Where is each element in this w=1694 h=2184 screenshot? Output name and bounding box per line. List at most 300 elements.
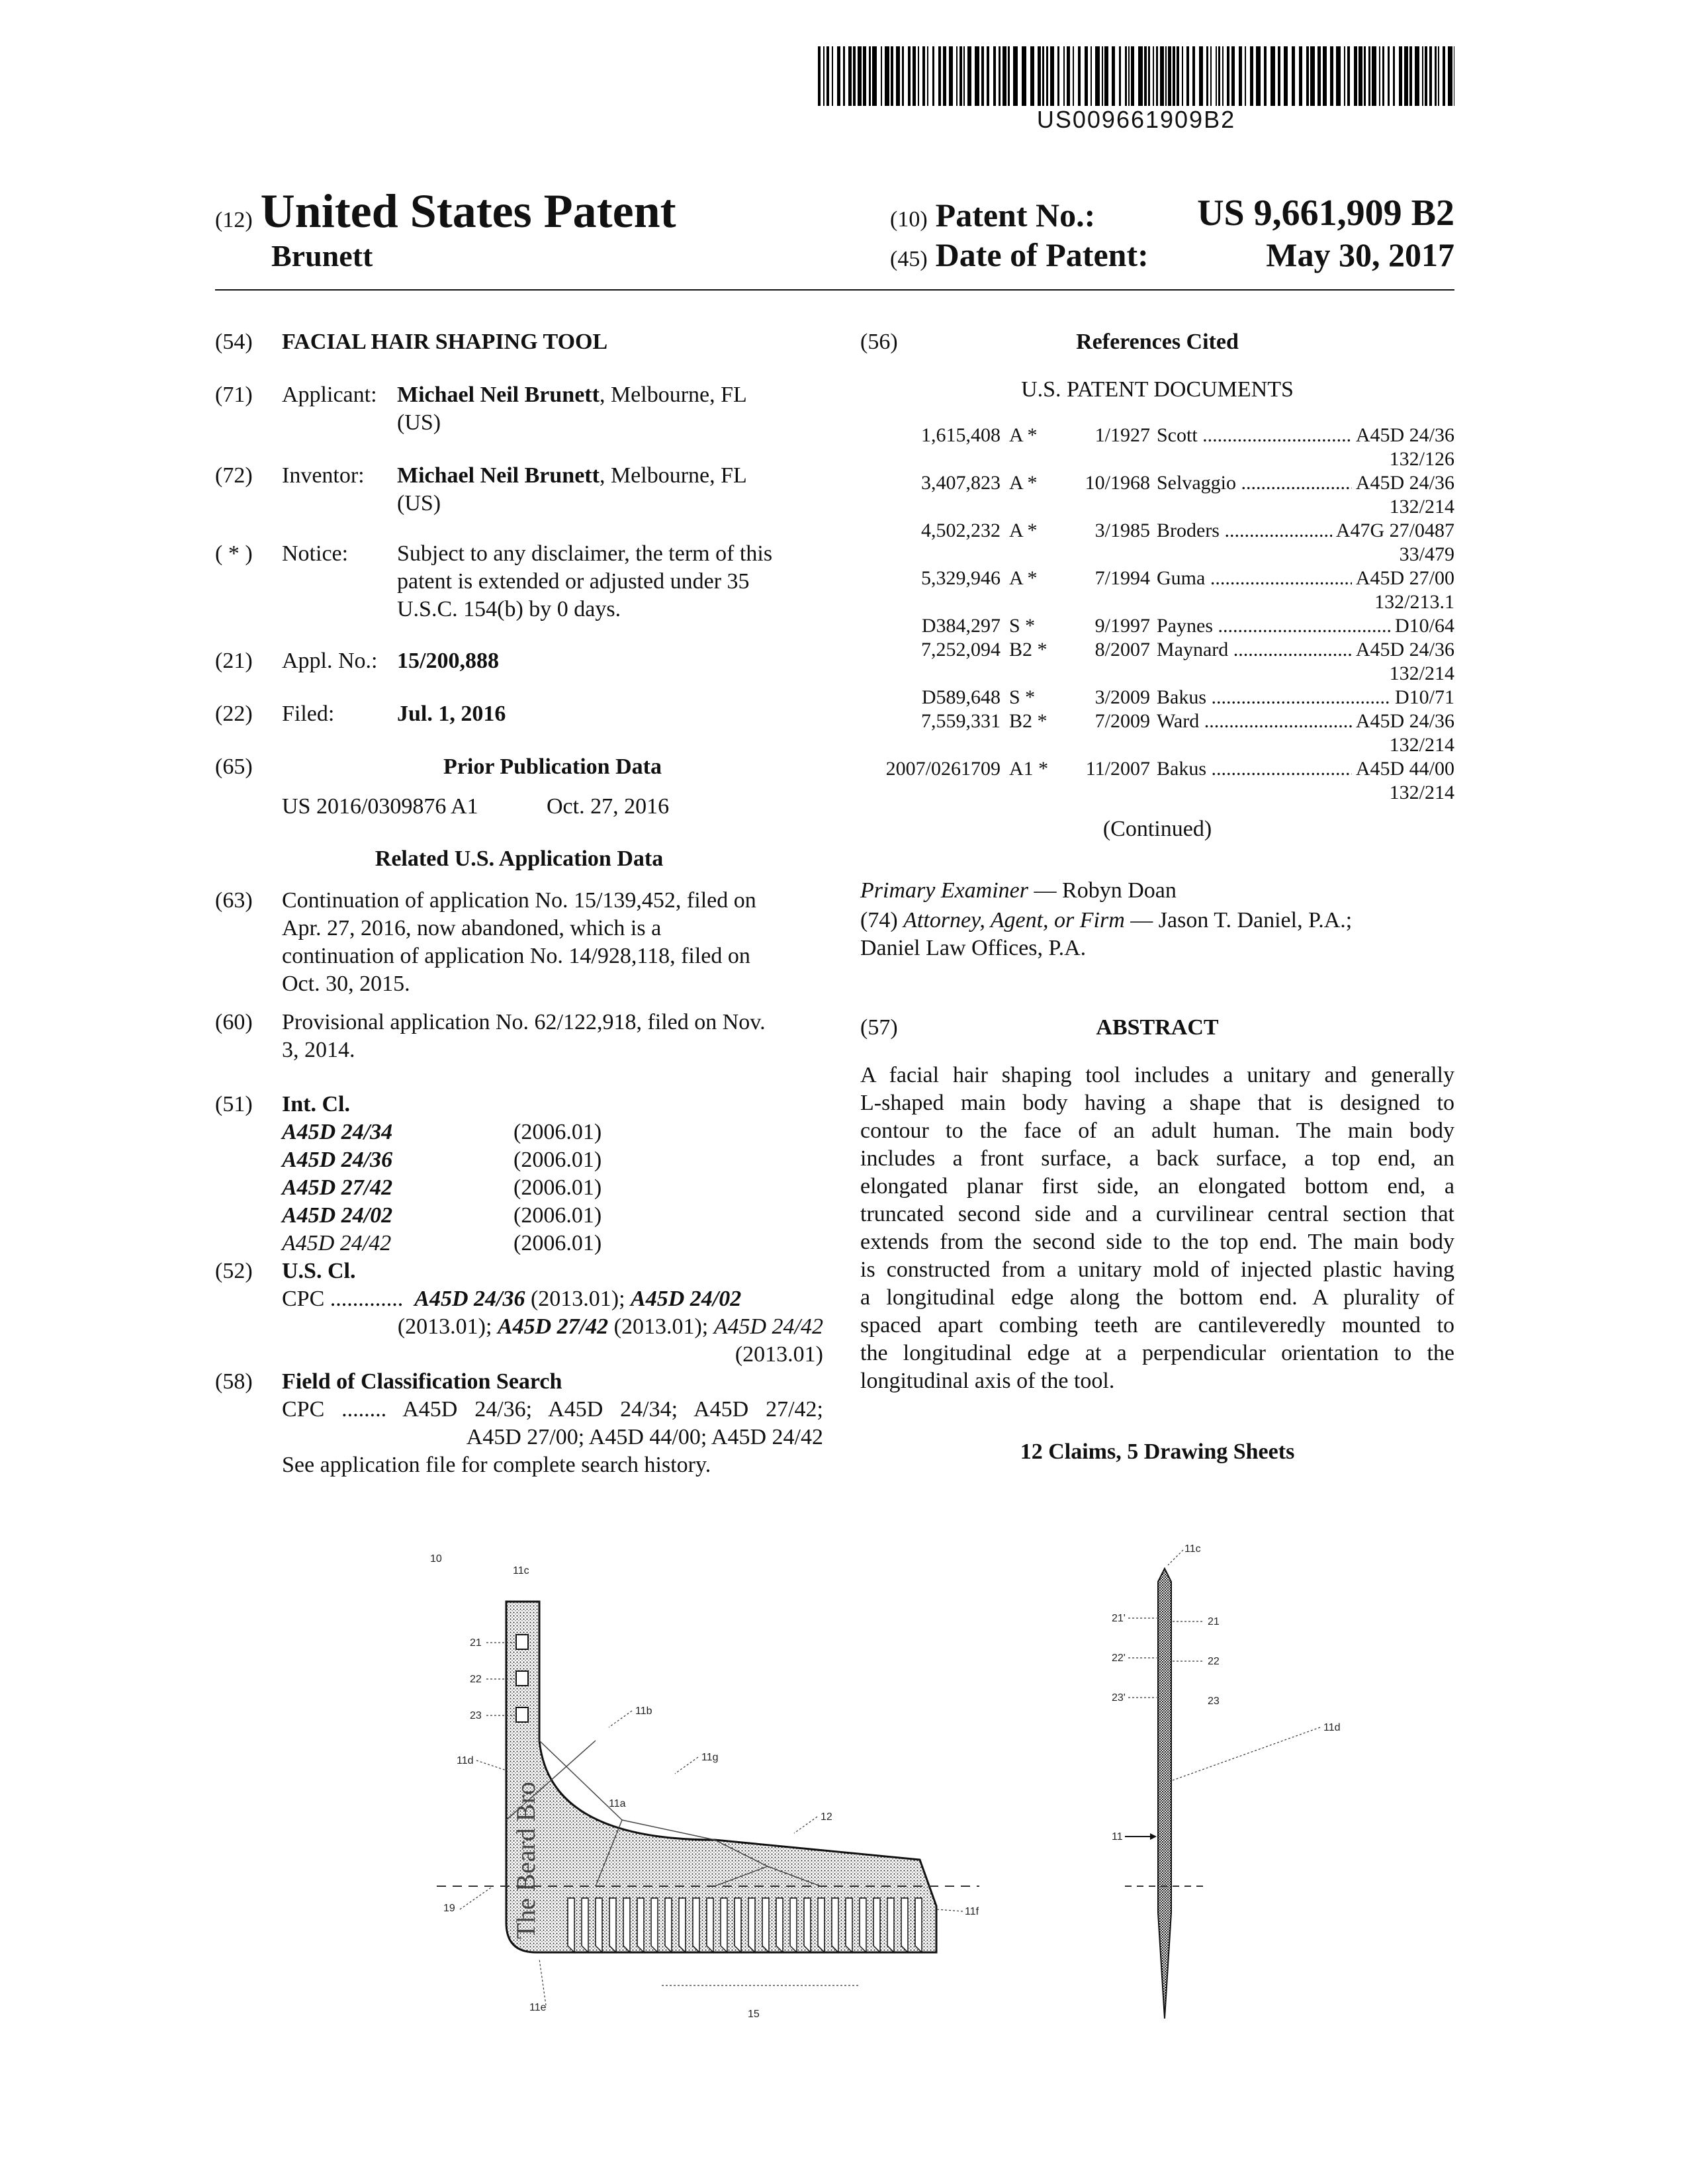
barcode-bar	[1336, 46, 1341, 106]
comb-tooth	[735, 1898, 741, 1952]
barcode-bar	[1144, 46, 1147, 106]
comb-tooth	[596, 1898, 602, 1952]
barcode-bar	[896, 46, 900, 106]
barcode-bar	[967, 46, 971, 106]
barcode-bar	[1173, 46, 1175, 106]
label-23: 23	[470, 1710, 482, 1721]
comb-tooth	[693, 1898, 699, 1952]
code-12: (12)	[215, 208, 253, 232]
barcode-bar	[1125, 46, 1127, 106]
barcode-bar	[927, 46, 928, 106]
reference-kind: A1 *	[1009, 758, 1049, 780]
reference-kind: A *	[1009, 567, 1038, 589]
reference-kind: A *	[1009, 472, 1038, 494]
appl-no-value: 15/200,888	[397, 649, 499, 673]
barcode-bar	[1404, 46, 1408, 106]
reference-name: Paynes	[1157, 615, 1213, 637]
barcode-bar	[1245, 46, 1246, 106]
side-arrowhead-11	[1150, 1833, 1157, 1840]
reference-date: 1/1927	[1094, 424, 1150, 446]
label-11b: 11b	[635, 1706, 652, 1717]
barcode-bar	[848, 46, 852, 106]
attorney-firm: Daniel Law Offices, P.A.	[860, 936, 1087, 960]
barcode-bar	[1067, 46, 1070, 106]
reference-class: A45D 27/00	[1352, 567, 1454, 590]
reference-row-continuation	[0, 543, 1694, 567]
side-label-23: 23	[1208, 1696, 1220, 1707]
barcode-bar	[1256, 46, 1261, 106]
notice-line: Subject to any disclaimer, the term of this	[397, 541, 773, 566]
abstract-line: the longitudinal edge at a perpendicular orientation to the	[860, 1341, 1454, 1365]
references-continued: (Continued)	[1102, 817, 1212, 841]
reference-row	[0, 757, 1694, 781]
reference-date: 7/1994	[1094, 567, 1150, 589]
reference-kind: A *	[1009, 424, 1038, 446]
slot-22	[516, 1671, 528, 1686]
appl-no-label: Appl. No.:	[282, 649, 378, 673]
barcode-bar	[1231, 46, 1235, 106]
comb-tooth	[679, 1898, 686, 1952]
barcode-bar	[1003, 46, 1006, 106]
reference-class: A45D 24/36	[1352, 709, 1454, 733]
continuation-line: Apr. 27, 2016, now abandoned, which is a	[282, 916, 662, 940]
reference-date: 8/2007	[1094, 639, 1150, 660]
reference-name: Bakus	[1157, 758, 1206, 780]
reference-kind: S *	[1009, 686, 1036, 708]
label-22: 22	[470, 1674, 482, 1685]
int-cl-version: (2006.01)	[513, 1148, 602, 1172]
barcode-bar	[1393, 46, 1395, 106]
reference-row-continuation	[0, 733, 1694, 757]
label-10: 10	[430, 1553, 442, 1565]
abstract-heading: ABSTRACT	[1096, 1015, 1219, 1040]
continuation-line: Oct. 30, 2015.	[282, 972, 410, 996]
comb-tooth	[707, 1898, 713, 1952]
reference-class: A45D 24/36	[1352, 424, 1454, 447]
barcode-bar	[891, 46, 893, 106]
barcode-bar	[1063, 46, 1065, 106]
label-19: 19	[443, 1903, 455, 1914]
code-52: (52)	[215, 1259, 253, 1283]
reference-date: 7/2009	[1094, 710, 1150, 732]
us-cl-line	[282, 1285, 823, 1313]
comb-tooth	[915, 1898, 922, 1952]
barcode-bar	[1078, 46, 1081, 106]
barcode-bar	[1168, 46, 1171, 106]
reference-date: 3/2009	[1094, 686, 1150, 708]
cpc-label: CPC .............	[282, 1287, 404, 1311]
comb-tooth	[582, 1898, 588, 1952]
barcode-bar	[1128, 46, 1130, 106]
leader-lines-right	[1128, 1550, 1320, 1780]
barcode-bar	[1364, 46, 1366, 106]
barcode-bar	[918, 46, 919, 106]
reference-row-continuation	[0, 447, 1694, 471]
int-cl-label: Int. Cl.	[282, 1092, 350, 1116]
reference-name: Broders	[1157, 520, 1220, 541]
barcode-bar	[832, 46, 833, 106]
barcode-bar	[1239, 46, 1242, 106]
field-search-line: CPC ........ A45D 24/36; A45D 24/34; A45D 27/42;	[282, 1397, 823, 1422]
continuation-line: continuation of application No. 14/928,118, filed on	[282, 944, 750, 968]
abstract-line: a longitudinal edge along the bottom end. A plurality of	[860, 1285, 1454, 1310]
side-label-11: 11	[1112, 1831, 1123, 1843]
us-cl-line	[282, 1341, 823, 1369]
us-patent-docs-heading: U.S. PATENT DOCUMENTS	[1021, 377, 1294, 402]
code-notice: ( * )	[215, 541, 253, 566]
comb-tooth	[665, 1898, 672, 1952]
applicant-label: Applicant:	[282, 383, 377, 407]
reference-row	[0, 567, 1694, 590]
reference-date: 10/1968	[1085, 472, 1150, 494]
barcode-bar	[1382, 46, 1384, 106]
applicant-location: , Melbourne, FL	[599, 383, 747, 407]
abstract-line: contour to the face of an adult human. The main body	[860, 1118, 1454, 1143]
barcode-bar	[1222, 46, 1224, 106]
barcode-bar	[1292, 46, 1295, 106]
reference-name: Guma	[1157, 567, 1206, 589]
barcode-bar	[1270, 46, 1275, 106]
notice-line: U.S.C. 154(b) by 0 days.	[397, 597, 621, 621]
patent-number: US 9,661,909 B2	[1197, 193, 1454, 234]
barcode-bar	[902, 46, 904, 106]
date-of-patent-label	[890, 236, 1149, 274]
label-11c: 11c	[513, 1565, 529, 1576]
int-cl-class: A45D 27/42	[282, 1175, 393, 1200]
field-search-text	[282, 1396, 823, 1479]
code-72: (72)	[215, 463, 253, 488]
abstract-line: A facial hair shaping tool includes a unitary and generally	[860, 1063, 1454, 1087]
barcode-bar	[1388, 46, 1390, 106]
reference-class: D10/64	[1391, 614, 1454, 638]
reference-date: 11/2007	[1085, 758, 1150, 780]
int-cl-row	[282, 1230, 600, 1257]
inventor-label: Inventor:	[282, 463, 365, 488]
reference-class-secondary: 132/213.1	[1374, 591, 1454, 613]
abstract-line: longitudinal axis of the tool.	[860, 1369, 1115, 1393]
barcode-bar	[1119, 46, 1121, 106]
related-app-heading: Related U.S. Application Data	[375, 846, 664, 871]
barcode-bar	[959, 46, 962, 106]
reference-number: 7,252,094	[921, 639, 1001, 660]
comb-tooth	[568, 1898, 574, 1952]
slot-21	[516, 1635, 528, 1649]
barcode-bar	[1347, 46, 1350, 106]
barcode-bar	[1435, 46, 1437, 106]
barcode-bar	[1218, 46, 1220, 106]
barcode-bar	[1165, 46, 1167, 106]
reference-class-secondary: 132/214	[1389, 782, 1454, 803]
comb-tooth	[776, 1898, 783, 1952]
barcode-bar	[1112, 46, 1115, 106]
barcode-bar	[943, 46, 946, 106]
barcode-bar	[881, 46, 882, 106]
side-label-22p: 22'	[1112, 1653, 1126, 1664]
filed-value: Jul. 1, 2016	[397, 702, 506, 726]
attorney	[860, 907, 1454, 962]
reference-class-secondary: 132/126	[1389, 448, 1454, 470]
abstract-line: elongated planar first side, an elongated bottom end, a	[860, 1174, 1454, 1199]
provisional-line: 3, 2014.	[282, 1038, 355, 1062]
reference-row	[0, 471, 1694, 495]
barcode-bar	[938, 46, 941, 106]
barcode-bar	[1095, 46, 1100, 106]
cpc-class: A45D 24/36	[414, 1287, 525, 1311]
patent-type-title	[215, 184, 676, 239]
barcode-bar	[1046, 46, 1048, 106]
code-56: (56)	[860, 330, 898, 354]
int-cl-row	[282, 1174, 600, 1202]
cpc-class: A45D 24/42	[713, 1314, 823, 1339]
barcode-bar	[1156, 46, 1158, 106]
side-label-23p: 23'	[1112, 1692, 1126, 1704]
barcode-bar	[956, 46, 958, 106]
code-45: (45)	[890, 247, 928, 271]
barcode-bar	[1330, 46, 1333, 106]
barcode-bar	[1148, 46, 1150, 106]
label-21: 21	[470, 1637, 482, 1649]
barcode-bar	[913, 46, 916, 106]
barcode-bar	[987, 46, 989, 106]
abstract-line: truncated second side and a curvilinear central section that	[860, 1202, 1454, 1226]
barcode-bar	[1448, 46, 1452, 106]
comb-tooth	[901, 1898, 908, 1952]
notice-label: Notice:	[282, 541, 349, 566]
barcode-bar	[1399, 46, 1402, 106]
comb-tooth	[721, 1898, 727, 1952]
barcode-bar	[1216, 46, 1217, 106]
comb-tooth	[790, 1898, 797, 1952]
reference-row-continuation	[0, 495, 1694, 519]
barcode-bar	[1425, 46, 1427, 106]
barcode-bar	[1278, 46, 1280, 106]
barcode-bar	[1264, 46, 1267, 106]
date-of-patent: May 30, 2017	[1266, 236, 1454, 273]
abstract-line: L-shaped main body having a shape that is designed to	[860, 1091, 1454, 1115]
references-heading: References Cited	[1076, 330, 1239, 354]
reference-row	[0, 519, 1694, 543]
label-11a: 11a	[609, 1798, 626, 1809]
label-12: 12	[821, 1811, 832, 1823]
comb-tooth	[623, 1898, 630, 1952]
comb-tooth	[832, 1898, 838, 1952]
reference-name: Selvaggio	[1157, 472, 1236, 494]
label-11f: 11f	[965, 1906, 979, 1917]
side-label-11c: 11c	[1184, 1543, 1201, 1555]
abstract-line: extends from the second side to the top end. The main body	[860, 1230, 1454, 1254]
barcode-bar	[1359, 46, 1362, 106]
barcode-bar	[1227, 46, 1229, 106]
prior-pub-date: Oct. 27, 2016	[547, 794, 670, 819]
barcode-bar	[858, 46, 862, 106]
comb-tooth	[860, 1898, 866, 1952]
reference-row-continuation	[0, 590, 1694, 614]
barcode-bar	[908, 46, 911, 106]
reference-class: A45D 24/36	[1352, 471, 1454, 495]
barcode-bar	[1354, 46, 1357, 106]
reference-kind: B2 *	[1009, 639, 1048, 660]
barcode-bar	[1429, 46, 1432, 106]
side-label-11d: 11d	[1323, 1722, 1341, 1733]
us-cl-label: U.S. Cl.	[282, 1259, 356, 1283]
primary-examiner	[860, 877, 1177, 905]
int-cl-version: (2006.01)	[513, 1231, 602, 1255]
barcode-bar	[922, 46, 925, 106]
reference-number: 3,407,823	[921, 472, 1001, 494]
reference-kind: A *	[1009, 520, 1038, 541]
barcode-bar	[869, 46, 871, 106]
code-65: (65)	[215, 754, 253, 779]
field-search-line: See application file for complete search history.	[282, 1453, 711, 1477]
prior-pub-number: US 2016/0309876 A1	[282, 794, 478, 819]
int-cl-class: A45D 24/36	[282, 1148, 393, 1172]
barcode-bar	[1013, 46, 1018, 106]
reference-row	[0, 424, 1694, 447]
prior-pub-heading: Prior Publication Data	[443, 754, 662, 779]
reference-row-continuation	[0, 781, 1694, 805]
inventor-surname: Brunett	[271, 239, 373, 273]
int-cl-class: A45D 24/02	[282, 1203, 393, 1228]
code-54: (54)	[215, 330, 253, 354]
barcode-bar	[1008, 46, 1010, 106]
document-number: US009661909B2	[1036, 106, 1236, 133]
barcode-bar	[1160, 46, 1164, 106]
barcode-bar	[1299, 46, 1302, 106]
inventor-country: (US)	[397, 491, 441, 516]
reference-number: 4,502,232	[921, 520, 1001, 541]
reference-class-secondary: 132/214	[1389, 496, 1454, 518]
barcode-bar	[1210, 46, 1212, 106]
reference-row	[0, 709, 1694, 733]
barcode-bar	[1102, 46, 1103, 106]
patent-no-label-text: Patent No.:	[935, 197, 1096, 234]
code-22: (22)	[215, 702, 253, 726]
attorney-line	[860, 907, 1454, 934]
barcode-bar	[1306, 46, 1309, 106]
examiner-label: Primary Examiner	[860, 878, 1029, 903]
provisional-line: Provisional application No. 62/122,918, filed on Nov.	[282, 1010, 766, 1034]
inventor-name: Michael Neil Brunett	[397, 463, 600, 488]
barcode-bar	[1250, 46, 1253, 106]
barcode-bar	[1284, 46, 1288, 106]
reference-class-secondary: 132/214	[1389, 734, 1454, 756]
claims-and-sheets: 12 Claims, 5 Drawing Sheets	[1020, 1439, 1295, 1464]
code-63: (63)	[215, 888, 253, 913]
attorney-dash: —	[1124, 908, 1159, 933]
barcode-bar	[1073, 46, 1074, 106]
reference-class-secondary: 33/479	[1399, 543, 1454, 565]
barcode-bar	[818, 46, 821, 106]
int-cl-row	[282, 1118, 600, 1146]
comb-tooth	[804, 1898, 811, 1952]
abstract-line: is constructed from a unitary mold of injected plastic having	[860, 1257, 1454, 1282]
reference-date: 9/1997	[1094, 615, 1150, 637]
barcode-bar	[1050, 46, 1054, 106]
code-21: (21)	[215, 649, 253, 673]
continuation-text	[282, 887, 823, 998]
reference-kind: B2 *	[1009, 710, 1048, 732]
int-cl-version: (2006.01)	[513, 1120, 602, 1144]
barcode-bar	[1131, 46, 1134, 106]
cpc-date: (2013.01);	[525, 1287, 631, 1311]
slot-23	[516, 1707, 528, 1722]
barcode-bar	[1177, 46, 1179, 106]
cpc-class: A45D 27/42	[497, 1314, 609, 1339]
barcode-bar	[1310, 46, 1315, 106]
barcode-bar	[1199, 46, 1203, 106]
code-71: (71)	[215, 383, 253, 407]
barcode-bar	[863, 46, 866, 106]
reference-class: D10/71	[1391, 686, 1454, 709]
comb-tooth	[887, 1898, 894, 1952]
reference-number: 5,329,946	[921, 567, 1001, 589]
field-search-line: A45D 27/00; A45D 44/00; A45D 24/42	[466, 1425, 823, 1449]
cpc-date: (2013.01);	[608, 1314, 714, 1339]
label-11g: 11g	[701, 1752, 719, 1763]
barcode-bar	[1057, 46, 1059, 106]
barcode-bar	[1042, 46, 1044, 106]
barcode-bar	[999, 46, 1001, 106]
comb-tooth	[818, 1898, 825, 1952]
comb-tooth	[748, 1898, 755, 1952]
barcode-bar	[1022, 46, 1026, 106]
reference-class-secondary: 132/214	[1389, 662, 1454, 684]
int-cl-class: A45D 24/34	[282, 1120, 393, 1144]
comb-tooth	[873, 1898, 880, 1952]
barcode-bar	[1438, 46, 1439, 106]
patent-no-label	[890, 196, 1095, 234]
barcode-bar	[1344, 46, 1345, 106]
barcode-bar	[949, 46, 953, 106]
cpc-date: (2013.01)	[735, 1342, 823, 1367]
barcode-bar	[843, 46, 845, 106]
barcode-bar	[853, 46, 856, 106]
cpc-date: (2013.01);	[397, 1314, 498, 1339]
barcode-bar	[1323, 46, 1327, 106]
barcode-bar	[1422, 46, 1423, 106]
reference-number: D384,297	[921, 615, 1001, 637]
us-cl-text	[282, 1285, 823, 1369]
barcode-bar	[885, 46, 889, 106]
barcode-bar	[981, 46, 984, 106]
abstract-line: includes a front surface, a back surface, a top end, an	[860, 1146, 1454, 1171]
attorney-label: Attorney, Agent, or Firm	[903, 908, 1125, 933]
continuation-line: Continuation of application No. 15/139,452, filed on	[282, 888, 756, 913]
comb-tooth	[651, 1898, 658, 1952]
reference-number: 7,559,331	[921, 710, 1001, 732]
barcode-bar	[1372, 46, 1376, 106]
reference-row	[0, 614, 1694, 638]
abstract-text	[860, 1062, 1454, 1395]
barcode-bar	[1153, 46, 1154, 106]
barcode-bar	[1317, 46, 1321, 106]
label-11d: 11d	[457, 1755, 474, 1766]
barcode-bar	[826, 46, 829, 106]
barcode-bar	[1206, 46, 1208, 106]
reference-class: A45D 44/00	[1352, 757, 1454, 781]
cpc-class: A45D 24/02	[631, 1287, 742, 1311]
comb-brand-text: The Beard Bro	[511, 1782, 541, 1939]
barcode-bar	[1038, 46, 1041, 106]
comb-side-view	[1158, 1569, 1171, 2019]
reference-class: A45D 24/36	[1352, 638, 1454, 662]
int-cl-list	[282, 1118, 600, 1257]
barcode-bar	[1379, 46, 1380, 106]
barcode-bar	[1138, 46, 1143, 106]
us-cl-line	[282, 1313, 823, 1341]
barcode-bar	[1091, 46, 1092, 106]
reference-number: 1,615,408	[921, 424, 1001, 446]
